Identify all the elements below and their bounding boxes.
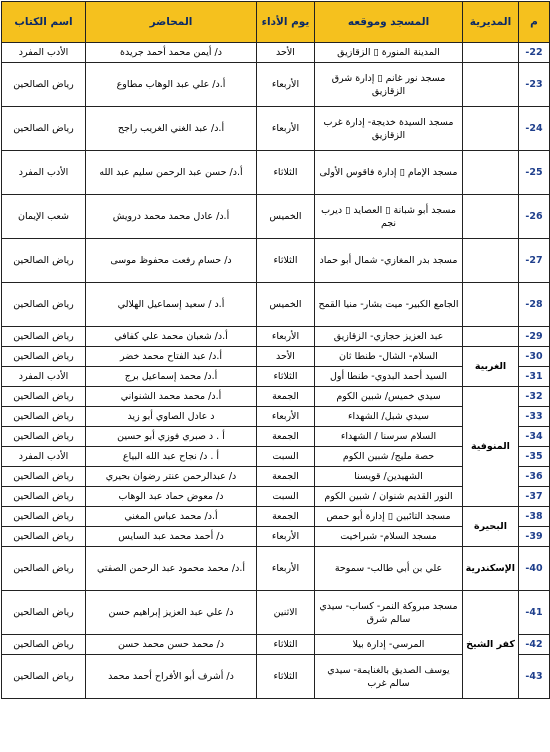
lecturer-cell: د/ معوض حماد عبد الوهاب	[86, 487, 257, 507]
row-number: 43-	[519, 655, 550, 699]
lecturer-cell: أ.د/ عبد الغني الغريب راجح	[86, 107, 257, 151]
governorate-cell	[463, 239, 519, 283]
governorate-cell: كفر الشيخ	[463, 591, 519, 699]
lecturer-cell: أ . د صبري فوزي أبو حسين	[86, 427, 257, 447]
governorate-cell	[463, 283, 519, 327]
mosque-cell: السلام- الشال- طنطا ثان	[315, 347, 463, 367]
day-cell: الأربعاء	[257, 63, 315, 107]
mosque-cell: عبد العزيز حجازي- الزقازيق	[315, 327, 463, 347]
row-number: 31-	[519, 367, 550, 387]
mosque-cell: علي بن أبي طالب- سموحة	[315, 547, 463, 591]
row-number: 25-	[519, 151, 550, 195]
mosque-cell: مسجد نور غانم ▯ إدارة شرق الزقازيق	[315, 63, 463, 107]
lecturer-cell: أ.د/ عبد الفتاح محمد خضر	[86, 347, 257, 367]
book-cell: الأدب المفرد	[2, 43, 86, 63]
mosque-cell: مسجد أبو شبانة ▯ العصايد ▯ ديرب نجم	[315, 195, 463, 239]
lecturer-cell: د/ محمد حسن محمد حسن	[86, 635, 257, 655]
mosque-cell: مسجد التائبين ▯ إدارة أبو حمص	[315, 507, 463, 527]
row-number: 34-	[519, 427, 550, 447]
book-cell: رياض الصالحين	[2, 63, 86, 107]
table-row	[2, 347, 550, 367]
book-cell: رياض الصالحين	[2, 427, 86, 447]
governorate-cell: المنوفية	[463, 387, 519, 507]
book-cell: رياض الصالحين	[2, 107, 86, 151]
header-mosque: المسجد وموقعه	[315, 2, 463, 43]
book-cell: رياض الصالحين	[2, 283, 86, 327]
book-cell: رياض الصالحين	[2, 239, 86, 283]
mosque-cell: سيدي خميس/ شبين الكوم	[315, 387, 463, 407]
lecturer-cell: أ.د/ حسن عبد الرحمن سليم عبد الله	[86, 151, 257, 195]
day-cell: الأربعاء	[257, 527, 315, 547]
governorate-cell	[463, 43, 519, 63]
day-cell: الثلاثاء	[257, 635, 315, 655]
row-number: 26-	[519, 195, 550, 239]
header-row	[2, 2, 550, 43]
lecturer-cell: أ.د/ علي عبد الوهاب مطاوع	[86, 63, 257, 107]
table-row	[2, 151, 550, 195]
mosque-cell: المرسي- إدارة بيلا	[315, 635, 463, 655]
row-number: 32-	[519, 387, 550, 407]
row-number: 40-	[519, 547, 550, 591]
table-row	[2, 283, 550, 327]
mosque-cell: المدينة المنورة ▯ الزقازيق	[315, 43, 463, 63]
governorate-cell	[463, 63, 519, 107]
day-cell: الثلاثاء	[257, 655, 315, 699]
mosque-cell: مسجد الإمام ▯ إدارة فاقوس الأولى	[315, 151, 463, 195]
header-book: اسم الكتاب	[2, 2, 86, 43]
day-cell: الأحد	[257, 43, 315, 63]
header-lecturer: المحاضر	[86, 2, 257, 43]
book-cell: رياض الصالحين	[2, 387, 86, 407]
book-cell: رياض الصالحين	[2, 327, 86, 347]
book-cell: رياض الصالحين	[2, 635, 86, 655]
book-cell: رياض الصالحين	[2, 527, 86, 547]
book-cell: الأدب المفرد	[2, 447, 86, 467]
lecturer-cell: د/ عبدالرحمن عنتر رضوان بحيري	[86, 467, 257, 487]
lecturer-cell: أ.د/ شعبان محمد علي كفافي	[86, 327, 257, 347]
row-number: 29-	[519, 327, 550, 347]
row-number: 36-	[519, 467, 550, 487]
book-cell: الأدب المفرد	[2, 151, 86, 195]
lecturer-cell: أ.د/ محمد عباس المغني	[86, 507, 257, 527]
lecturer-cell: أ.د/ محمد إسماعيل برج	[86, 367, 257, 387]
governorate-cell: البحيرة	[463, 507, 519, 547]
mosque-cell: الشهيدين/ قويسنا	[315, 467, 463, 487]
day-cell: الأربعاء	[257, 407, 315, 427]
lecturer-cell: د/ أحمد محمد عبد السايس	[86, 527, 257, 547]
table-row	[2, 107, 550, 151]
book-cell: رياض الصالحين	[2, 507, 86, 527]
day-cell: الأحد	[257, 347, 315, 367]
governorate-cell	[463, 107, 519, 151]
book-cell: رياض الصالحين	[2, 591, 86, 635]
mosque-cell: السيد أحمد البدوي- طنطا أول	[315, 367, 463, 387]
day-cell: الخميس	[257, 195, 315, 239]
day-cell: الجمعة	[257, 427, 315, 447]
lecturer-cell: د/ حسام رفعت محفوظ موسى	[86, 239, 257, 283]
header-number: م	[519, 2, 550, 43]
lecturer-cell: أ.د / سعيد إسماعيل الهلالي	[86, 283, 257, 327]
row-number: 24-	[519, 107, 550, 151]
lecturer-cell: د عادل الصاوي أبو زيد	[86, 407, 257, 427]
table-body	[2, 43, 550, 699]
lecturer-cell: د/ أشرف أبو الأفراح أحمد محمد	[86, 655, 257, 699]
mosque-cell: مسجد السلام- شبراخيت	[315, 527, 463, 547]
book-cell: رياض الصالحين	[2, 547, 86, 591]
mosque-cell: مسجد السيدة خديجة- إدارة غرب الزقازيق	[315, 107, 463, 151]
header-day: يوم الأداء	[257, 2, 315, 43]
table-row	[2, 239, 550, 283]
lecturer-cell: أ.د/ محمد محمد الشنواني	[86, 387, 257, 407]
day-cell: الجمعة	[257, 387, 315, 407]
row-number: 22-	[519, 43, 550, 63]
lecturer-cell: أ . د/ نجاح عبد الله البياع	[86, 447, 257, 467]
row-number: 42-	[519, 635, 550, 655]
book-cell: رياض الصالحين	[2, 347, 86, 367]
row-number: 33-	[519, 407, 550, 427]
mosque-cell: النور القديم شنوان / شبين الكوم	[315, 487, 463, 507]
mosque-cell: يوسف الصديق بالغنايمة- سيدي سالم غرب	[315, 655, 463, 699]
lecturer-cell: د/ علي عبد العزيز إبراهيم حسن	[86, 591, 257, 635]
day-cell: الاثنين	[257, 591, 315, 635]
lecturer-cell: د/ أيمن محمد أحمد جريدة	[86, 43, 257, 63]
day-cell: الأربعاء	[257, 107, 315, 151]
row-number: 38-	[519, 507, 550, 527]
table-row	[2, 195, 550, 239]
day-cell: السبت	[257, 447, 315, 467]
lecture-schedule-table	[1, 1, 550, 699]
mosque-cell: مسجد بدر المغازي- شمال أبو حماد	[315, 239, 463, 283]
governorate-cell	[463, 151, 519, 195]
table-row	[2, 43, 550, 63]
mosque-cell: الجامع الكبير- ميت بشار- منيا القمح	[315, 283, 463, 327]
day-cell: الثلاثاء	[257, 367, 315, 387]
table-row	[2, 387, 550, 407]
row-number: 37-	[519, 487, 550, 507]
book-cell: رياض الصالحين	[2, 467, 86, 487]
row-number: 30-	[519, 347, 550, 367]
row-number: 39-	[519, 527, 550, 547]
table-row	[2, 63, 550, 107]
row-number: 23-	[519, 63, 550, 107]
day-cell: الخميس	[257, 283, 315, 327]
day-cell: السبت	[257, 487, 315, 507]
lecturer-cell: أ.د/ عادل محمد محمد درويش	[86, 195, 257, 239]
row-number: 27-	[519, 239, 550, 283]
book-cell: الأدب المفرد	[2, 367, 86, 387]
header-governorate: المديرية	[463, 2, 519, 43]
mosque-cell: سيدي شبل/ الشهداء	[315, 407, 463, 427]
day-cell: الجمعة	[257, 507, 315, 527]
row-number: 41-	[519, 591, 550, 635]
governorate-cell: الغربية	[463, 347, 519, 387]
row-number: 35-	[519, 447, 550, 467]
book-cell: رياض الصالحين	[2, 487, 86, 507]
governorate-cell	[463, 195, 519, 239]
row-number: 28-	[519, 283, 550, 327]
day-cell: الأربعاء	[257, 547, 315, 591]
book-cell: شعب الإيمان	[2, 195, 86, 239]
governorate-cell: الإسكندرية	[463, 547, 519, 591]
lecturer-cell: أ.د/ محمد محمود عبد الرحمن الصفتي	[86, 547, 257, 591]
table-row	[2, 591, 550, 635]
table-row	[2, 547, 550, 591]
table-row	[2, 327, 550, 347]
day-cell: الثلاثاء	[257, 151, 315, 195]
mosque-cell: حصة مليج/ شبين الكوم	[315, 447, 463, 467]
book-cell: رياض الصالحين	[2, 655, 86, 699]
governorate-cell	[463, 327, 519, 347]
mosque-cell: السلام سرسنا / الشهداء	[315, 427, 463, 447]
day-cell: الثلاثاء	[257, 239, 315, 283]
mosque-cell: مسجد مبروكة النمر- كساب- سيدي سالم شرق	[315, 591, 463, 635]
table-row	[2, 507, 550, 527]
book-cell: رياض الصالحين	[2, 407, 86, 427]
day-cell: الجمعة	[257, 467, 315, 487]
day-cell: الأربعاء	[257, 327, 315, 347]
